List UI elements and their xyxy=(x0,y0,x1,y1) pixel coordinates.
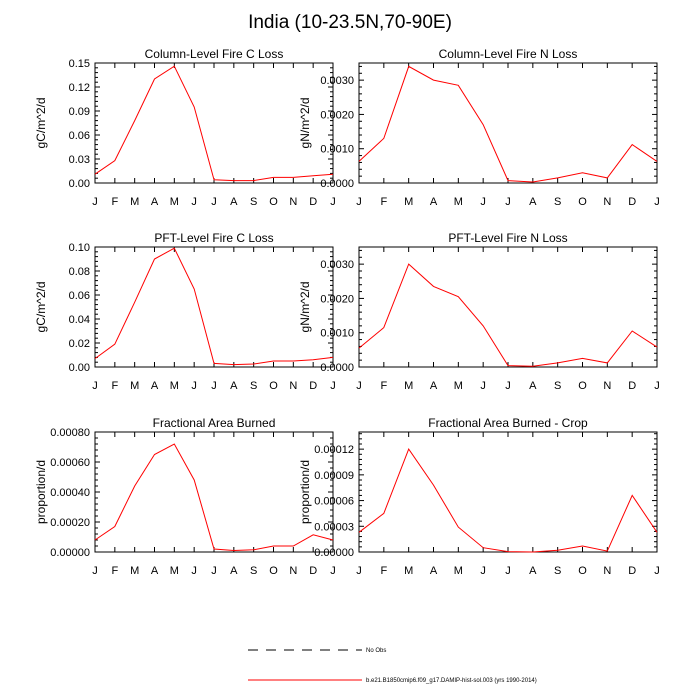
y-tick-label: 0.0020 xyxy=(320,293,354,306)
x-tick-label: J xyxy=(505,565,511,577)
series-line xyxy=(359,66,657,182)
x-tick-label: N xyxy=(289,196,298,208)
panel-title: Fractional Area Burned xyxy=(152,416,276,430)
x-tick-label: S xyxy=(553,565,562,577)
x-tick-label: A xyxy=(150,196,159,208)
y-axis-label: gC/m^2/d xyxy=(34,281,48,333)
x-tick-label: M xyxy=(404,380,414,392)
x-tick-label: J xyxy=(92,565,98,577)
x-tick-label: O xyxy=(269,380,278,392)
x-tick-label: M xyxy=(169,380,179,392)
y-tick-label: 0.0000 xyxy=(320,178,354,190)
x-tick-label: S xyxy=(553,380,562,392)
x-tick-label: J xyxy=(505,196,511,208)
y-axis-label: gN/m^2/d xyxy=(298,97,312,149)
x-tick-label: A xyxy=(529,380,537,392)
panel-5 xyxy=(34,416,336,577)
x-tick-label: A xyxy=(230,565,238,577)
panel-title: Fractional Area Burned - Crop xyxy=(428,416,588,430)
x-tick-label: J xyxy=(330,196,336,208)
y-tick-label: 0.08 xyxy=(68,266,90,278)
y-tick-label: 0.06 xyxy=(68,130,90,142)
x-tick-label: N xyxy=(289,380,298,392)
x-tick-label: A xyxy=(529,196,537,208)
x-tick-label: J xyxy=(211,380,217,392)
x-tick-label: N xyxy=(603,565,612,577)
x-tick-label: J xyxy=(191,380,197,392)
x-tick-label: A xyxy=(529,565,537,577)
x-tick-label: D xyxy=(309,380,318,392)
y-tick-label: 0.12 xyxy=(68,82,90,94)
x-tick-label: A xyxy=(150,565,159,577)
y-tick-label: 0.09 xyxy=(68,106,90,118)
x-tick-label: J xyxy=(480,196,486,208)
x-tick-label: M xyxy=(169,196,179,208)
panel-title: PFT-Level Fire N Loss xyxy=(448,231,568,245)
x-tick-label: F xyxy=(111,196,119,208)
x-tick-label: F xyxy=(111,380,119,392)
x-tick-label: S xyxy=(249,380,258,392)
y-tick-label: 0.00 xyxy=(68,178,90,190)
y-tick-label: 0.00000 xyxy=(50,547,90,559)
x-tick-label: M xyxy=(453,565,463,577)
x-tick-label: N xyxy=(603,196,612,208)
y-tick-label: 0.00080 xyxy=(50,427,90,439)
y-tick-label: 0.00009 xyxy=(314,469,354,482)
y-tick-label: 0.00 xyxy=(68,362,90,374)
x-tick-label: J xyxy=(654,196,660,208)
y-tick-label: 0.0010 xyxy=(320,143,354,156)
x-tick-label: J xyxy=(211,565,217,577)
x-tick-label: S xyxy=(553,196,562,208)
x-tick-label: J xyxy=(92,196,98,208)
x-tick-label: J xyxy=(191,196,197,208)
x-tick-label: A xyxy=(230,380,238,392)
series-line xyxy=(359,449,657,552)
y-axis-label: gC/m^2/d xyxy=(34,97,48,149)
x-tick-label: J xyxy=(211,196,217,208)
y-tick-label: 0.00000 xyxy=(314,547,354,559)
x-tick-label: F xyxy=(380,196,388,208)
y-tick-label: 0.00006 xyxy=(314,495,354,508)
y-tick-label: 0.00040 xyxy=(50,487,90,499)
y-tick-label: 0.0010 xyxy=(320,327,354,340)
x-tick-label: M xyxy=(130,196,140,208)
x-tick-label: J xyxy=(654,380,660,392)
panel-4 xyxy=(298,231,660,392)
legend-model-label: b.e21.B1850cmip6.f09_g17.DAMIP-hist-sol.003 (yrs 1990-2014) xyxy=(366,678,537,684)
x-tick-label: F xyxy=(380,380,388,392)
y-axis-label: proportion/d xyxy=(34,459,48,525)
plot-frame xyxy=(359,432,657,552)
x-tick-label: N xyxy=(289,565,298,577)
y-tick-label: 0.0030 xyxy=(320,75,354,88)
y-tick-label: 0.02 xyxy=(68,338,90,350)
y-tick-label: 0.00060 xyxy=(50,457,90,469)
x-tick-label: J xyxy=(191,565,197,577)
y-tick-label: 0.0030 xyxy=(320,259,354,272)
y-tick-label: 0.0020 xyxy=(320,109,354,122)
x-tick-label: O xyxy=(578,565,587,577)
panels xyxy=(34,47,660,577)
x-tick-label: M xyxy=(169,565,179,577)
panel-3 xyxy=(34,231,336,392)
panel-title: PFT-Level Fire C Loss xyxy=(154,231,274,245)
y-tick-label: 0.06 xyxy=(68,290,90,302)
x-tick-label: D xyxy=(628,196,637,208)
plot-frame xyxy=(359,247,657,367)
x-tick-label: J xyxy=(330,380,336,392)
y-axis-label: gN/m^2/d xyxy=(298,281,312,333)
x-tick-label: F xyxy=(380,565,388,577)
panel-1 xyxy=(34,47,336,208)
panel-6 xyxy=(298,416,660,577)
x-tick-label: J xyxy=(480,380,486,392)
x-tick-label: A xyxy=(230,196,238,208)
x-tick-label: A xyxy=(429,196,438,208)
y-tick-label: 0.04 xyxy=(68,314,90,326)
x-tick-label: J xyxy=(505,380,511,392)
y-tick-label: 0.10 xyxy=(68,242,90,254)
y-tick-label: 0.00012 xyxy=(314,444,354,457)
x-tick-label: M xyxy=(404,196,414,208)
x-tick-label: O xyxy=(578,380,587,392)
x-tick-label: J xyxy=(92,380,98,392)
x-tick-label: D xyxy=(628,380,637,392)
x-tick-label: F xyxy=(111,565,119,577)
x-tick-label: D xyxy=(309,196,318,208)
x-tick-label: D xyxy=(309,565,318,577)
legend xyxy=(248,648,537,684)
x-tick-label: J xyxy=(480,565,486,577)
y-tick-label: 0.00020 xyxy=(50,517,90,529)
x-tick-label: O xyxy=(269,565,278,577)
y-tick-label: 0.03 xyxy=(68,154,90,166)
x-tick-label: N xyxy=(603,380,612,392)
panel-title: Column-Level Fire N Loss xyxy=(438,47,578,61)
x-tick-label: S xyxy=(249,196,258,208)
x-tick-label: O xyxy=(578,196,587,208)
y-tick-label: 0.00003 xyxy=(314,521,354,534)
x-tick-label: J xyxy=(654,565,660,577)
x-tick-label: D xyxy=(628,565,637,577)
x-tick-label: J xyxy=(330,565,336,577)
x-tick-label: J xyxy=(356,196,362,208)
x-tick-label: S xyxy=(249,565,258,577)
x-tick-label: M xyxy=(453,196,463,208)
x-tick-label: M xyxy=(453,380,463,392)
x-tick-label: J xyxy=(356,380,362,392)
x-tick-label: O xyxy=(269,196,278,208)
legend-no-obs-label: No Obs xyxy=(366,648,387,654)
y-tick-label: 0.0000 xyxy=(320,362,354,374)
x-tick-label: M xyxy=(404,565,414,577)
x-tick-label: M xyxy=(130,565,140,577)
x-tick-label: J xyxy=(356,565,362,577)
x-tick-label: A xyxy=(429,565,438,577)
panel-title: Column-Level Fire C Loss xyxy=(144,47,284,61)
x-tick-label: A xyxy=(429,380,438,392)
x-tick-label: A xyxy=(150,380,159,392)
panel-2 xyxy=(298,47,660,208)
series-line xyxy=(359,264,657,366)
y-tick-label: 0.15 xyxy=(68,58,90,70)
y-axis-label: proportion/d xyxy=(298,459,312,525)
x-tick-label: M xyxy=(130,380,140,392)
figure-title: India (10-23.5N,70-90E) xyxy=(248,12,452,33)
